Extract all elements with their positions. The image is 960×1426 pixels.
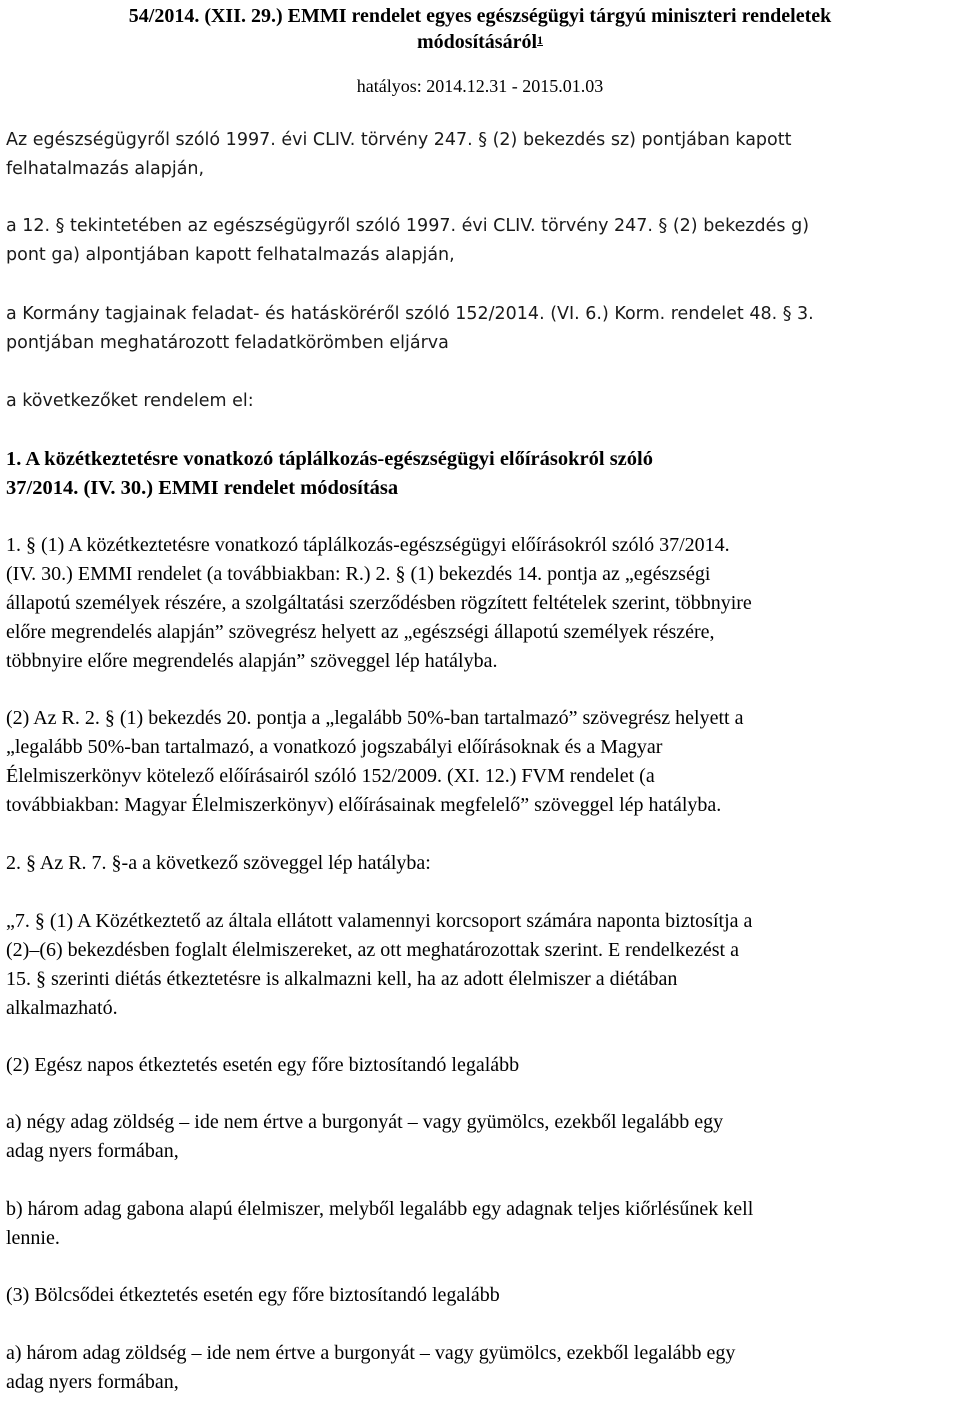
text-line: „7. § (1) A Közétkeztető az általa ellátott valamennyi korcsoport számára naponta biztosítja a [6,910,753,932]
text-line: Az egészségügyről szóló 1997. évi CLIV. törvény 247. § (2) bekezdés sz) pontjában kapott [6,130,792,150]
document-title-line-1: 54/2014. (XII. 29.) EMMI rendelet egyes egészségügyi tárgyú miniszteri rendeletek [128,5,832,27]
text-line: adag nyers formában, [6,1371,179,1393]
text-line: 1. § (1) A közétkeztetésre vonatkozó táplálkozás-egészségügyi előírásokról szóló 37/2014. [6,534,730,556]
text-line: a következőket rendelem el: [6,391,254,411]
text-line: 2. § Az R. 7. §-a a következő szöveggel lép hatályba: [6,852,431,874]
document-title-text: módosításáról [417,31,537,53]
text-line: felhatalmazás alapján, [6,159,205,179]
text-line: a) négy adag zöldség – ide nem értve a burgonyát – vagy gyümölcs, ezekből legalább egy [6,1111,724,1133]
text-line: 15. § szerinti diétás étkeztetésre is alkalmazni kell, ha az adott élelmiszer a diétában [6,968,678,990]
text-line: (2) Az R. 2. § (1) bekezdés 20. pontja a „legalább 50%-ban tartalmazó” szövegrész helyett a [6,707,744,729]
text-line: 1. A közétkeztetésre vonatkozó táplálkozás-egészségügyi előírásokról szóló [6,448,653,470]
text-line: 37/2014. (IV. 30.) EMMI rendelet módosítása [6,477,399,499]
text-line: a 12. § tekintetében az egészségügyről szóló 1997. évi CLIV. törvény 247. § (2) bekezdés g) [6,216,810,236]
text-line: (3) Bölcsődei étkeztetés esetén egy főre biztosítandó legalább [6,1284,500,1306]
text-line: továbbiakban: Magyar Élelmiszerkönyv) előírásainak megfelelő” szöveggel lép hatályba. [6,794,722,816]
text-line: pontjában meghatározott feladatkörömben eljárva [6,333,449,353]
text-line: többnyire előre megrendelés alapján” szöveggel lép hatályba. [6,650,498,672]
document-title-line-2 [0,29,960,55]
text-line: lennie. [6,1227,60,1249]
text-line: adag nyers formában, [6,1140,179,1162]
text-line: pont ga) alpontjában kapott felhatalmazás alapján, [6,245,455,265]
text-line: állapotú személyek részére, a szolgáltatási szerződésben rögzített feltételek szerint, többnyire [6,592,752,614]
text-line: a Kormány tagjainak feladat- és hatásköréről szóló 152/2014. (VI. 6.) Korm. rendelet 48. § 3. [6,304,814,324]
effective-date: hatályos: 2014.12.31 - 2015.01.03 [356,76,604,96]
text-line: „legalább 50%-ban tartalmazó, a vonatkozó jogszabályi előírásoknak és a Magyar [6,736,663,758]
text-line: alkalmazható. [6,997,118,1019]
text-line: Élelmiszerkönyv kötelező előírásairól szóló 152/2009. (XI. 12.) FVM rendelet (a [6,765,655,787]
text-line: b) három adag gabona alapú élelmiszer, melyből legalább egy adagnak teljes kiőrlésűnek kell [6,1198,754,1220]
text-line: előre megrendelés alapján” szövegrész helyett az „egészségi állapotú személyek részére, [6,621,715,643]
text-line: a) három adag zöldség – ide nem értve a burgonyát – vagy gyümölcs, ezekből legalább egy [6,1342,736,1364]
text-line: (2) Egész napos étkeztetés esetén egy főre biztosítandó legalább [6,1054,520,1076]
footnote-link[interactable]: 1 [537,33,543,47]
text-line: (IV. 30.) EMMI rendelet (a továbbiakban: R.) 2. § (1) bekezdés 14. pontja az „egészségi [6,563,711,585]
text-line: (2)–(6) bekezdésben foglalt élelmiszereket, az ott meghatározottak szerint. E rendelkezést a [6,939,739,961]
